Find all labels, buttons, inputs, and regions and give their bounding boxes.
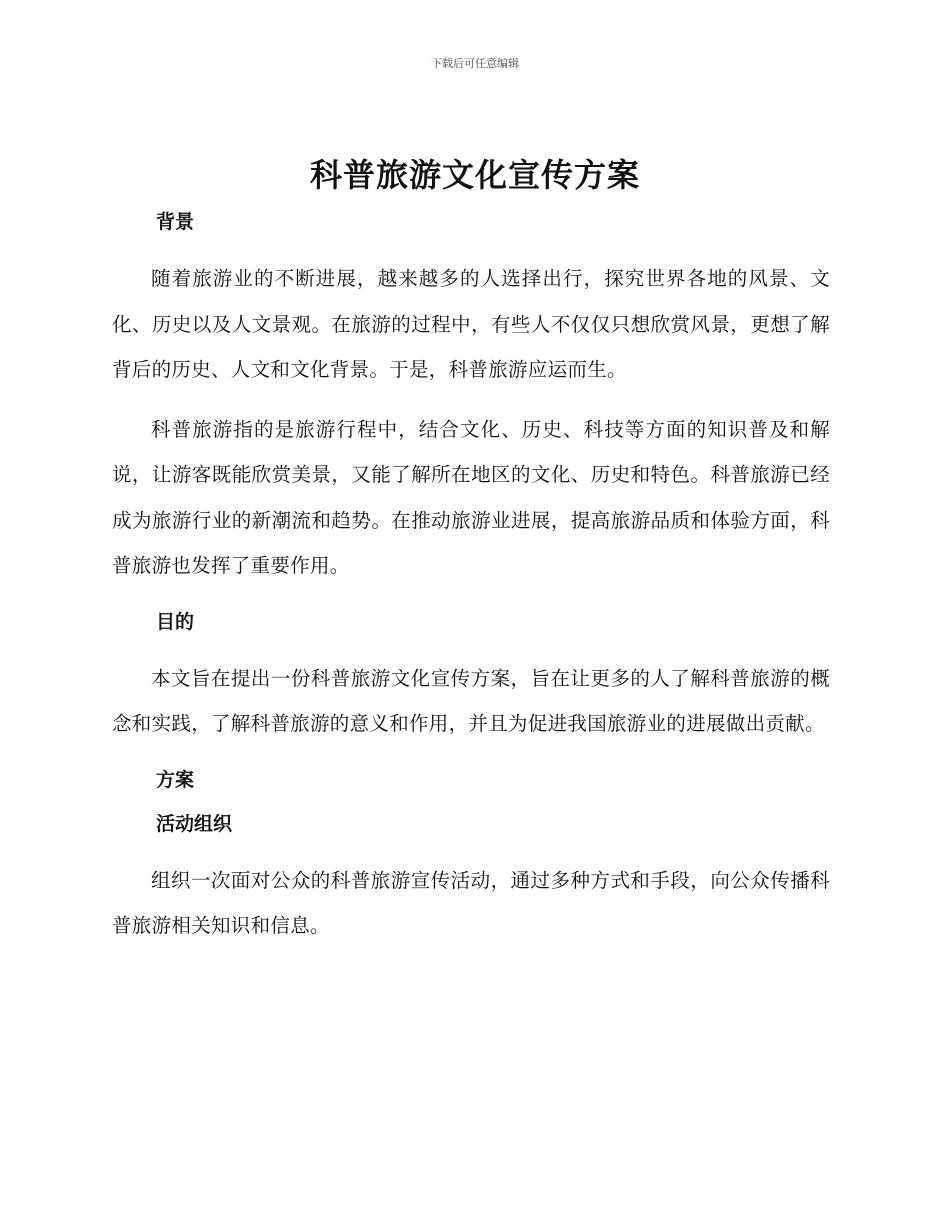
section-heading-plan: 方案 xyxy=(156,768,195,791)
header-note: 下载后可任意编辑 xyxy=(431,57,519,70)
paragraph-background-2: 科普旅游指的是旅游行程中，结合文化、历史、科技等方面的知识普及和解说，让游客既能欣赏美景，又能了解所在地区的文化、历史和特色。科普旅游已经成为旅游行业的新潮流和趋势。在推动旅游业进展，提高旅游品质和体验方面，科普旅游也发挥了重要作用。 xyxy=(112,417,830,577)
document-body xyxy=(112,202,830,962)
paragraph-activity-1: 组织一次面对公众的科普旅游宣传活动，通过多种方式和手段，向公众传播科普旅游相关知识和信息。 xyxy=(112,868,830,937)
document-title: 科普旅游文化宣传方案 xyxy=(309,156,640,194)
subsection-heading-activity: 活动组织 xyxy=(156,812,233,835)
section-heading-purpose: 目的 xyxy=(156,610,195,633)
paragraph-purpose-1: 本文旨在提出一份科普旅游文化宣传方案，旨在让更多的人了解科普旅游的概念和实践，了解科普旅游的意义和作用，并且为促进我国旅游业的进展做出贡献。 xyxy=(112,666,830,735)
section-heading-background: 背景 xyxy=(156,211,195,233)
paragraph-background-1: 随着旅游业的不断进展，越来越多的人选择出行，探究世界各地的风景、文化、历史以及人文景观。在旅游的过程中，有些人不仅仅只想欣赏风景，更想了解背后的历史、人文和文化背景。于是，科普旅游应运而生。 xyxy=(112,267,830,381)
